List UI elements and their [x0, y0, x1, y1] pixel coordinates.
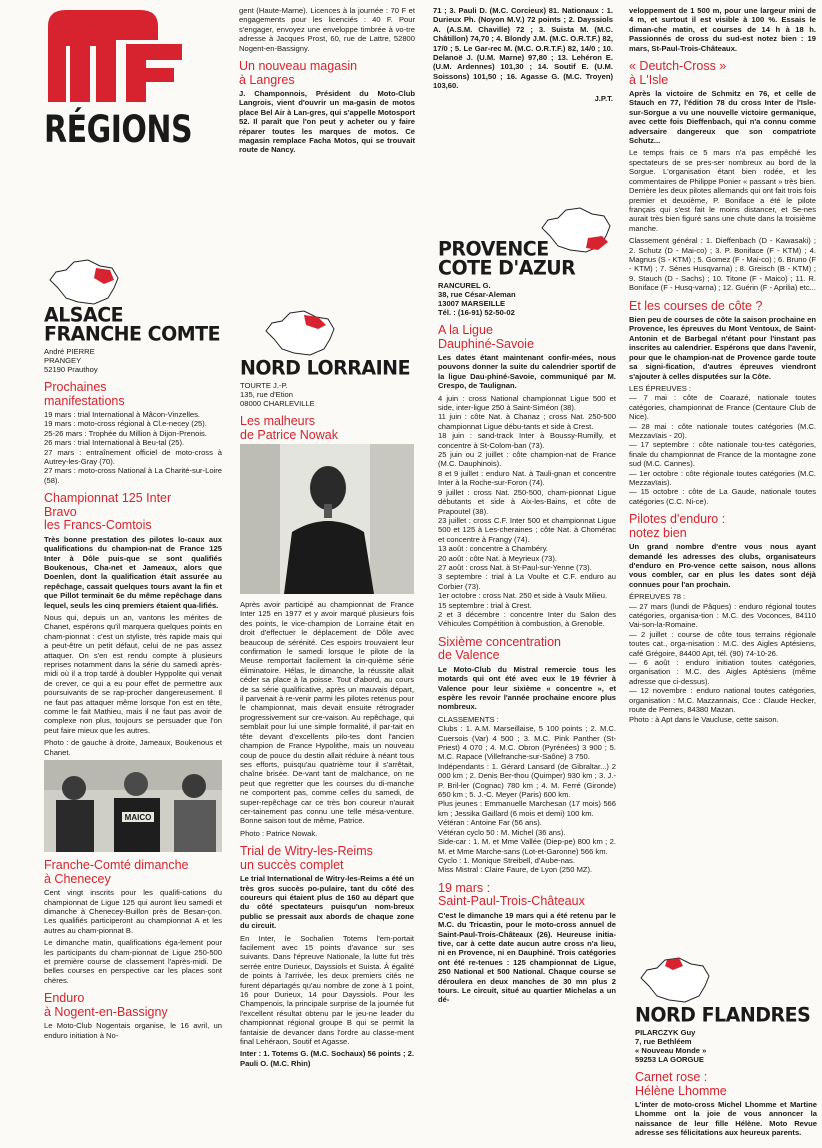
heading-ligue: A la Ligue Dauphiné-Savoie	[438, 323, 534, 351]
article-text: Cent vingt inscrits pour les qualifi-cations du championnat de Ligue 125 qui auront lieu samedi et dimanche à Chenecey-Buillon près de Besan-çon. Les qualifiés participeront au championnat A et les autres au cham-pionnat B.	[44, 888, 222, 935]
article-text: Nous qui, depuis un an, vantons les mérites de Chanet, espérons qu'il marquera quelques points en cham-pionnat : c'est un styliste, très rapide mais qui a peut-être un petit défaut, celui de ne pas assez attaquer. On s'en est rendu compte à plusieurs reprises notamment dans la série du samedi après-midi où il a trop tardé à doubler Hyppolite qui venait de crever, ce qui a eu pour effet de permettre aux poursuivants de se rap-procher dangereusement. Il ne faut pas attaquer même lorsque l'on est en tête, comme le fait Mathieu, mais il ne faut pas avoir de complexe non plus, toujours se persuader que l'on peut faire mieux que les autres.	[44, 613, 222, 735]
article-text: Après la victoire de Schmitz en 76, et celle de Stauch en 77, l'édition 78 du cross Inter de l'Isle-sur-Sorgue a vu une nouvelle victoire germanique, avec cette fois Dieffenbach, qui n'a connu comme adversaire dangereux que son compatriote Schutz...	[629, 89, 816, 146]
article-text: En Inter, le Sochalien Totems l'em-portait facilement avec 15 points d'avance sur ses suivants. Dans l'épreuve Nationale, la lutte fut très serrée entre Durieux, Dayssiols et Suista. À égalité de points à l'arrivée, les deux premiers cités ne furent départagés qu'au nombre de zone à 1 point, 16 pour Durieux, 14 pour Dayssiols. Pour les Champenois, la principale surprise de la journée fut l'excellent résultat obtenu par le jeu-ne leader du championnat régional groupe B qui se permit la fantaisie de devancer dans l'ordre au classe-ment final Lehéraon, Soutif et Agasse.	[240, 933, 414, 1047]
mf-logo	[44, 6, 192, 106]
correspondent-address	[44, 347, 222, 374]
heading-franche-comte: Franche-Comté dimanche à Chenecey	[44, 858, 189, 886]
correspondent-address	[240, 381, 414, 408]
article-text: C'est le dimanche 19 mars qui a été retenu par le M.C. du Tricastin, pour le moto-cross annuel de Saint-Paul-Trois-Châteaux (26). Heureuse initia-tive, car à cette date aucun autre cross n'a lieu, ni en Provence, ni en Dauphiné. Trois catégories ont été re-tenues : 125 championnat de Ligue, 250 National et 500 National. Chaque course se déroulera en deux manches de 30 mn plus 2 tours. Le circuit, situé au quartier Michelas a un dé-	[438, 910, 616, 1005]
article-text: CLASSEMENTS : Clubs : 1. A.M. Marseillaise, 5 100 points ; 2. M.C. Cuersois (Var) 4 500 ; 3. M.C. Pink Panther (St-Priest) 4 070 ; 4. M.C. Obron (Pyrénées) 3 900 ; 5. M.C. Rapace (Villefranche-sur-Saône) 3 750. Indépendants : 1. Gérard Lansard (de Gibraltar...) 2 000 km ; 2. Denis Ber-thou (Quimper) 930 km ; 3. J.-P. Bril-ler (Cognac) 780 km ; 4. M. Ferré (Gironde) 650 km ; 5. J.-C. Meyer (Paris) 600 km. Plus jeunes : Emmanuelle Marchesan (17 mois) 566 km ; Jessika Gaillard (6 mois et demi) 100 km. Vétéran : Antoine Far (56 ans). Vétéran cyclo 50 : M. Michel (36 ans). Side-car : 1. M. et Mme Vallée (Diep-pe) 800 km ; 2. M. et Mme Marche-sans (Lot-et-Garonne) 566 km. Cyclo : 1. Monique Streibell, d'Aube-nas. Miss Mistral : Claire Faure, de Lyon (250 MZ).	[438, 714, 616, 875]
region-title-nord-flandres: NORD FLANDRES	[635, 1003, 811, 1027]
region-title-nord-lorraine: NORD LORRAINE	[240, 356, 411, 380]
article-text: 71 ; 3. Pauli D. (M.C. Corcieux) 81. Nationaux : 1. Durieux Ph. (Noyon M.V.) 72 points ; 2. Dayssiols A. (A.S.M. Chaville) 72 ; 3. Suista M. (M.C. Châtillon) 74,70 ; 4. Blondy J.M. (M.C. O.R.T.F.) 82, 17/0 ; 5. Le Gar-rec M. (M.C. O.R.T.F.) 82, 14/0 ; 10. Delanoë J. (U.M. Marne) 97,80 ; 13. Lehéron E. (U.M. Ardennes) 101,30 ; 14. Soutif E. (U.M. Soissons) 101,50 ; 16. Agasse G. (M.C. Troyen) 103,60.	[433, 6, 613, 91]
article-text: ÉPREUVES 78 : — 27 mars (lundi de Pâques) : enduro régional toutes catégories, organisa-tion : M.C. des Voconces, 84110 Vai-son-la-Romaine. — 2 juillet : course de côte tous terrains régionale toutes cat., orga-nisation : M.C. des Aigles Aptésiens, café Grégoire, 84400 Apt, tél. (90) 74-10-26. — 6 août : enduro initiation toutes catégories, organisation : M.C. des Aigles Aptésiens (même adresse que ci-dessus). — 12 novembre : enduro national toutes catégories, organisation : M.C. Mazzannais, Cce : Claude Hecker, route de Pernes, 84380 Mazan. Photo : à Apt dans le Vaucluse, cette saison.	[629, 592, 816, 724]
heading-trial: Trial de Witry-les-Reims un succès complet	[240, 844, 373, 872]
article-text: Après avoir participé au championnat de France Inter 125 en 1977 et y avoir marqué plusieurs fois des points, le vice-champion de Lorraine était en droit d'effectuer le déplacement de Dôle avec beaucoup de sérénité. Ces espoirs trouvaient leur confirmation le samedi lorsque le pilote de la Meuse remportait facilement la cin-quième série éliminatoire. Hélas, le dimanche, la réussite allait céder sa place à la poisse. Tout d'abord, au cours de sa série qualificative, après un mauvais départ, il parvenait à re-venir parmi les pilotes retenus pour le championnat, mais devait ensuite rétrograder progressivement sur cre-vaison. Au repêchage, qui semblait pour lui une simple formalité, il par-tait en tête devant d'excellents pilo-tes dont l'ancien champion de France Hypolithe, mais un nouveau coup de pouce du destin allait réduire à néant tous ses efforts, puisqu'au quatrième tour il s'arrêtait, chaîne brisée. De-vant tant de malchance, on ne peut que regretter que les courses du di-manche ne comportent pas, comme celles du samedi, de super-repêchage car ce très bon coureur n'aurait cer-tainement pas connu une telle mésa-venture. Bonne saison tout de même, Patrice.	[240, 600, 414, 826]
article-text: Les dates étant maintenant confir-mées, nous pouvons donner la suite du calendrier sportif de la ligue Dau-phiné-Savoie, communiqué par M. Crespo, de Taulignan.	[438, 353, 616, 391]
article-text: gent (Haute-Marne). Licences à la journée : 70 F et engagements pour les licenciés : 40 F. Pour s'engager, envoyez une enveloppe timbrée à vo-tre adresse à Jacques Prost, 60, rue de Lattre, 52800 Nogent-en-Bassigny.	[239, 6, 415, 53]
article-text: 4 juin : cross National championnat Ligue 500 et side, inter-ligue 250 à Saint-Siméon (38). 11 juin : côte Nat. à Chanaz ; cross Nat. 250-500 championnat Ligue débu-tants et side à Crest. 18 juin : sand-track Inter à Boussy-Rumilly, et concentre à St-Colom-ban (73). 25 juin ou 2 juillet : côte champion-nat de France (M.C. Dauphinois). 8 et 9 juillet : enduro Nat. à Tauli-gnan et concentre Inter à la Roche-sur-Foron (74). 9 juillet : cross Nat. 250-500, cham-pionnat Ligue débutants et side à Aix-les-Bains, et côte de Prapoutel (38). 23 juillet : cross C.F. Inter 500 et championnat Ligue 500 et 125 à Les-cheraines ; côte Nat. à Chomérac et concentre à Frangy (74). 13 août : concentre à Chambéry. 20 août : côte Nat. à Meyrieux (73). 27 août : cross Nat. à St-Paul-sur-Yenne (73). 3 septembre : trial à La Voulte et C.F. enduro au Corbier (73). 1er octobre : cross Nat. 250 et side à Vaulx Milieu. 15 septembre : trial à Crest. 2 et 3 décembre : concentre Inter du Salon des Véhicules Compétition à combustion, à Grenoble.	[438, 393, 616, 629]
address-line: 08000 CHARLEVILLE	[240, 399, 315, 408]
france-map-alsace	[44, 258, 124, 306]
article-text: Inter : 1. Totems G. (M.C. Sochaux) 56 points ; 2. Pauli O. (M.C. Rhin)	[240, 1049, 414, 1068]
article-text: Classement général : 1. Dieffenbach (D - Kawasaki) ; 2. Schutz (D - Mai-co) ; 3. P. Boniface (F - KTM) ; 4. Magnus (S - KTM) ; 5. Gomez (F - Mai-co) ; 6. Bruno (F - KTM) ; 7. Sénes Husqvarna) ; 8. Greisch (B - KTM) ; 9. Stauch (D - Sachs) ; 10. Titone (F - Maico) ; 11. R. Boniface (F - Husq-varna) ; 12. Guérin (F - Aprilia) etc...	[629, 236, 816, 293]
address-line: 38, rue César-Aleman	[438, 290, 516, 299]
address-line: 7, rue Bethléem	[635, 1037, 692, 1046]
photo-riders	[44, 760, 222, 852]
article-text: Le Moto-Club Nogentais organise, le 16 avril, un enduro initiation à No-	[44, 1021, 222, 1040]
signature: J.P.T.	[594, 93, 613, 103]
address-line: André PIERRE	[44, 347, 95, 356]
address-line: 13007 MARSEILLE	[438, 299, 506, 308]
address-line: PRANGEY	[44, 356, 82, 365]
region-title-alsace: ALSACE	[44, 303, 124, 327]
photo-patrice-nowak	[240, 444, 414, 594]
correspondent-address	[438, 281, 616, 317]
region-title-cote-azur: COTE D'AZUR	[438, 256, 576, 280]
address-line: 135, rue d'Etion	[240, 390, 293, 399]
article-text: 19 mars : trial International à Mâcon-Vinzelles. 19 mars : moto-cross régional à Cl.e-necey (25). 25-26 mars : Trophée du Million à Dijon-Prenois. 26 mars : trial International à Beu-tal (25). 27 mars : entraînement officiel de moto-cross à Autrey-les-Gray (70). 27 mars : moto-cross National à La Charité-sur-Loire (58).	[44, 410, 222, 485]
section-provence	[438, 206, 616, 1008]
article-text: Le temps frais ce 5 mars n'a pas empêché les spectateurs de se pres-ser nombreux au bord de la Sorgue. L'organisation étant bien rodée, et les commentaires de Philippe Ponier « passant » très bien. Derrière les deux pilotes allemands qui ont fait trois fois premier et deuxième, P. Boniface a été le pilote français qui s'est fait le moins distancer, et Se-nes aurait très bien figuré sans une chute dans la troisième manche.	[629, 148, 816, 233]
heading-magasin: Un nouveau magasin à Langres	[239, 59, 358, 87]
article-text: veloppement de 1 500 m, pour une largeur mini de 4 m, et surtout il est visible à 100 %. Essais le diman-che matin, et courses de 14 h à 18 h. Passionnés de cross du sud-est notez bien : 19 mars, St-Paul-Trois-Châteaux.	[629, 6, 816, 53]
heading-malheurs: Les malheurs de Patrice Nowak	[240, 414, 338, 442]
article-text: Un grand nombre d'entre vous nous ayant demandé les adresses des clubs, organisateurs d'enduro en Pro-vence cette saison, nous allons vous combler, car en plus les dates sont déjà connues pour l'an prochain.	[629, 542, 816, 589]
address-line: PILARCZYK Guy	[635, 1028, 696, 1037]
article-text: Très bonne prestation des pilotes lo-caux aux qualifications du champion-nat de France 125 Inter à Dôle puis-que se sont qualifiés Boukenous, Cha-net et Jameaux, alors que Doenlen, dont la qualification était assurée au repêchage, cassait quelques tours avant la fin et que Pillot terminait 6e du même repêchage dans lequel, seuls les cinq premiers étaient qua-lifiés.	[44, 534, 222, 610]
address-line: Tél. : (16-91) 52-50-02	[438, 308, 515, 317]
address-line: TOURTE J.-P.	[240, 381, 288, 390]
article-text: Le trial International de Witry-les-Reims a été un très gros succès po-pulaire, tant du côté des coureurs qui étaient plus de 160 au départ que du côté spectateurs puisqu'un nom-breux public se pressait aux abords de chaque zone du circuit.	[240, 874, 414, 931]
address-line: 52190 Prauthoy	[44, 365, 98, 374]
heading-carnet-rose: Carnet rose : Hélène Lhomme	[635, 1070, 727, 1098]
article-text: J. Champonnois, Président du Moto-Club Langrois, vient d'ouvrir un ma-gasin de motos place Bel Air à Lan-gres, qui s'appelle Motosport 52. Il paraît que l'on peut y acheter ou y faire réparer toutes les marques de motos. Ce magasin remplace Facha Motos, qui se trouvait route de Nancy.	[239, 89, 415, 155]
article-text: Le dimanche matin, qualifications éga-lement pour les participants du cham-pionnat de Ligue 250-500 et première course de classement l'après-midi. De belles courses en perspective car les places sont chères.	[44, 938, 222, 985]
section-alsace	[44, 258, 222, 1043]
article-text: L'inter de moto-cross Michel Lhomme et Martine Lhomme ont la joie de vous annoncer la naissance de leur fille Hélène. Moto Revue adresse ses félicitations aux heureux parents.	[635, 1100, 817, 1138]
france-map-lorraine	[260, 309, 340, 359]
heading-prochaines: Prochaines manifestations	[44, 380, 125, 408]
heading-cote: Et les courses de côte ?	[629, 298, 763, 313]
address-line: RANCUREL G.	[438, 281, 491, 290]
shirt-text: MAICO	[124, 813, 152, 823]
article-text: Le Moto-Club du Mistral remercie tous les motards qui ont été avec eux le 19 février à Valence pour leur sixième « concentre », et espère les revoir l'année prochaine encore plus nombreux.	[438, 664, 616, 712]
region-title-provence: PROVENCE	[438, 237, 549, 261]
heading-championnat: Championnat 125 Inter Bravo les Francs-Comtois	[44, 491, 172, 533]
photo-caption: Photo : de gauche à droite, Jameaux, Boukenous et Chanet.	[44, 738, 222, 757]
region-title-franche-comte: FRANCHE COMTE	[44, 322, 221, 346]
section-nord-lorraine	[240, 309, 414, 1071]
photo-caption: Photo : Patrice Nowak.	[240, 828, 318, 838]
address-line: « Nouveau Monde »	[635, 1046, 707, 1055]
regions-heading: RÉGIONS	[44, 108, 193, 152]
heading-deutch-cross: « Deutch-Cross » à L'Isle	[629, 59, 727, 87]
heading-sixieme: Sixième concentration de Valence	[438, 634, 561, 663]
section-nord-flandres	[635, 956, 817, 1141]
heading-pilotes: Pilotes d'enduro : notez bien	[629, 512, 726, 540]
address-line: 59253 LA GORGUE	[635, 1055, 704, 1064]
heading-enduro: Enduro à Nogent-en-Bassigny	[44, 991, 168, 1019]
article-text: Bien peu de courses de côte la saison prochaine en Provence, les épreuves du Mont Ventoux, de Saint-Antonin et de Barbegal n'étant pour l'instant pas inscrites au calendrier. Espérons que dans l'avenir, pour que le champion-nat de Provence garde toute sa signi-fication, d'autres épreuves viendront s'ajouter à celles disputées sur la Côte.	[629, 315, 816, 381]
article-text: LES ÉPREUVES : — 7 mai : côte de Coarazé, nationale toutes catégories, championnat de France (Centaure Club de Nice). — 28 mai : côte nationale toutes catégories (M.C. Mezzavïais - 20). — 17 septembre : côte nationale tou-tes catégories, finale du championnat de France de la montagne zone sud (M.C. Cannes). — 1er octobre : côte régionale toutes catégories (M.C. Mezzavïais). — 15 octobre : côte de La Gaude, nationale toutes catégories (C.C. Ni-ce).	[629, 383, 816, 506]
france-map-flandres	[635, 956, 715, 1006]
correspondent-address	[635, 1028, 817, 1064]
heading-19-mars: 19 mars : Saint-Paul-Trois-Châteaux	[438, 880, 585, 909]
